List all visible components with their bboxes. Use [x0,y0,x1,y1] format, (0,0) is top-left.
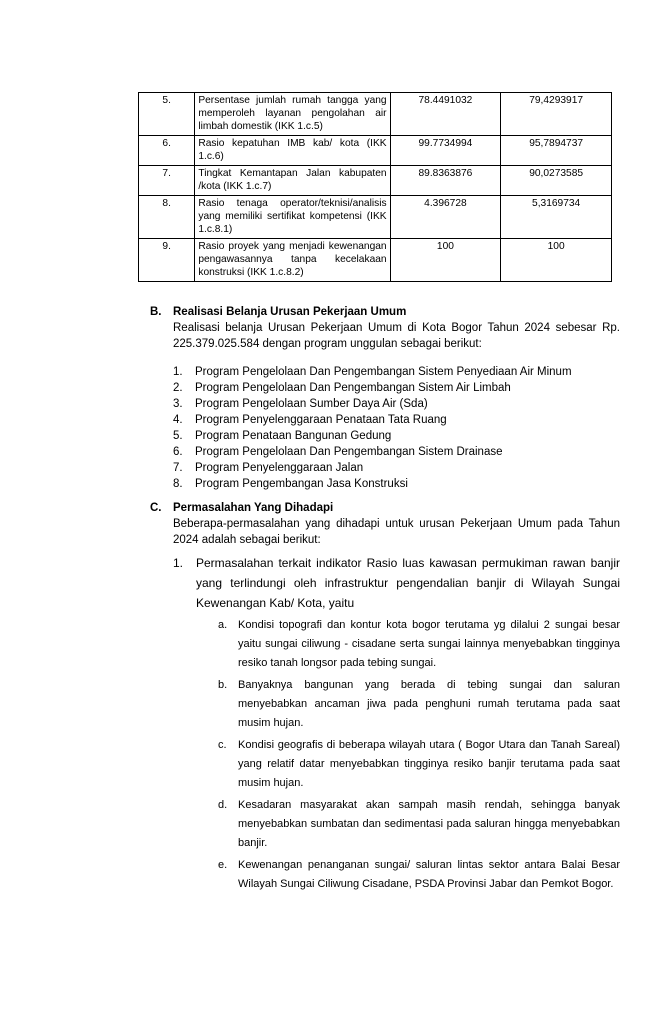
list-item [218,616,620,673]
row-value-2: 100 [501,239,612,282]
item-number: 6. [173,445,183,458]
item-number: 5. [173,429,183,442]
section-b-intro: Realisasi belanja Urusan Pekerjaan Umum di Kota Bogor Tahun 2024 sebesar Rp. 225.379.025.584 dengan program unggulan sebagai berikut: [173,322,620,350]
item-text: Kewenangan penanganan sungai/ saluran lintas sektor antara Balai Besar Wilayah Sungai Ciliwung Cisadane, PSDA Provinsi Jabar dan Pemkot Bogor. [238,859,620,890]
item-letter: e. [218,859,228,871]
program-list [173,364,620,492]
list-item [173,476,620,492]
row-value-1: 78.4491032 [390,93,501,136]
row-number: 5. [139,93,195,136]
table-row [139,166,612,196]
item-text: Program Pengembangan Jasa Konstruksi [195,477,408,490]
item-text: Kondisi topografi dan kontur kota bogor terutama yg dilalui 2 sungai besar yaitu sungai ciliwung - cisadane serta sungai lainnya menyebabkan tingginya resiko tanah longsor pada tebing sungai. [238,619,620,669]
problem-text: Permasalahan terkait indikator Rasio luas kawasan permukiman rawan banjir yang terlindungi oleh infrastruktur pengendalian banjir di Wilayah Sungai Kewenangan Kab/ Kota, yaitu [196,556,620,610]
problem-sublist [218,616,620,894]
row-value-1: 99.7734994 [390,136,501,166]
item-text: Program Pengelolaan Sumber Daya Air (Sda) [195,397,428,410]
list-item [173,380,620,396]
row-value-1: 100 [390,239,501,282]
item-number: 3. [173,397,183,410]
item-text: Program Pengelolaan Dan Pengembangan Sistem Drainase [195,445,503,458]
item-text: Banyaknya bangunan yang berada di tebing sungai dan saluran menyebabkan ancaman jiwa pada penghuni rumah terutama pada saat musim hujan. [238,679,620,729]
section-c-heading [150,500,620,516]
list-item [173,460,620,476]
table-row [139,93,612,136]
item-letter: a. [218,619,228,631]
item-text: Program Penyelenggaraan Penataan Tata Ruang [195,413,447,426]
row-number: 8. [139,196,195,239]
list-item [173,412,620,428]
list-item [218,676,620,733]
row-value-2: 90,0273585 [501,166,612,196]
section-b [150,304,620,503]
list-item [173,428,620,444]
section-c-title: Permasalahan Yang Dihadapi [173,502,334,514]
row-number: 7. [139,166,195,196]
row-number: 6. [139,136,195,166]
problem-item [173,553,620,613]
item-number: 2. [173,381,183,394]
list-item [173,396,620,412]
section-c-letter: C. [150,502,162,514]
item-text: Program Pengelolaan Dan Pengembangan Sistem Air Limbah [195,381,511,394]
item-text: Kesadaran masyarakat akan sampah masih rendah, sehingga banyak menyebabkan sumbatan dan sedimentasi pada saluran hingga menyebabkan banjir. [238,799,620,849]
item-number: 4. [173,413,183,426]
item-number: 1. [173,365,183,378]
section-b-heading [150,304,620,320]
item-letter: d. [218,799,228,811]
item-letter: c. [218,739,227,751]
list-item [173,444,620,460]
list-item [173,364,620,380]
table-row [139,239,612,282]
item-text: Program Penataan Bangunan Gedung [195,429,392,442]
row-description: Tingkat Kemantapan Jalan kabupaten /kota (IKK 1.c.7) [195,166,390,196]
item-text: Program Pengelolaan Dan Pengembangan Sistem Penyediaan Air Minum [195,365,572,378]
row-number: 9. [139,239,195,282]
item-text: Program Penyelenggaraan Jalan [195,461,364,474]
item-text: Kondisi geografis di beberapa wilayah utara ( Bogor Utara dan Tanah Sareal) yang relatif datar menyebabkan tingginya resiko banjir terutama pada saat musim hujan. [238,739,620,789]
problem-number: 1. [173,556,184,570]
row-value-2: 95,7894737 [501,136,612,166]
list-item [218,796,620,853]
row-value-2: 5,3169734 [501,196,612,239]
section-c [150,500,620,897]
indicator-table [138,92,612,282]
row-value-1: 89.8363876 [390,166,501,196]
row-description: Rasio proyek yang menjadi kewenangan pengawasannya tanpa kecelakaan konstruksi (IKK 1.c.8.2) [195,239,390,282]
table-row [139,196,612,239]
item-letter: b. [218,679,228,691]
table-row [139,136,612,166]
row-value-1: 4.396728 [390,196,501,239]
item-number: 7. [173,461,183,474]
section-b-title: Realisasi Belanja Urusan Pekerjaan Umum [173,306,407,318]
list-item [218,736,620,793]
row-description: Rasio tenaga operator/teknisi/analisis yang memiliki sertifikat kompetensi (IKK 1.c.8.1) [195,196,390,239]
row-value-2: 79,4293917 [501,93,612,136]
section-c-intro: Beberapa-permasalahan yang dihadapi untuk urusan Pekerjaan Umum pada Tahun 2024 adalah sebagai berikut: [173,518,620,546]
section-b-letter: B. [150,306,162,318]
list-item [218,856,620,894]
row-description: Rasio kepatuhan IMB kab/ kota (IKK 1.c.6) [195,136,390,166]
row-description: Persentase jumlah rumah tangga yang memperoleh layanan pengolahan air limbah domestik (IKK 1.c.5) [195,93,390,136]
item-number: 8. [173,477,183,490]
